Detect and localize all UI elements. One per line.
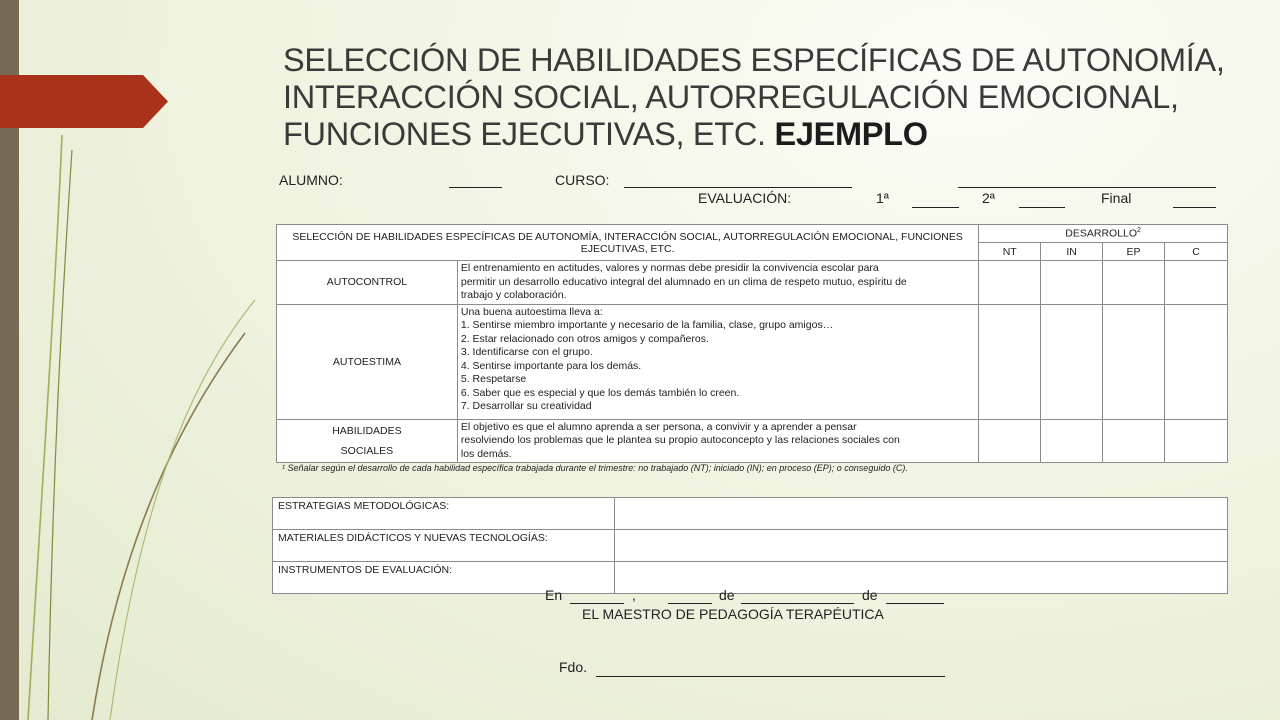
eval-1-label: 1ª bbox=[876, 190, 889, 206]
cell-ep[interactable] bbox=[1103, 304, 1165, 419]
cell-in[interactable] bbox=[1041, 261, 1103, 305]
skill-description: Una buena autoestima lleva a: 1. Sentirse miembro importante y necesario de la familia, clase, grupo amigos… 2. Estar relacionado con otros amigos y compañeros. 3. Identificarse con el grupo. 4. Sentirse importante para los demás. 5. Respetarse 6. Saber que es especial y que los demás también lo creen. 7. Desarrollar su creatividad bbox=[457, 304, 978, 419]
sig-day-line bbox=[668, 603, 712, 604]
eval-2-label: 2ª bbox=[982, 190, 995, 206]
skill-description: El objetivo es que el alumno aprenda a ser persona, a convivir y a aprender a pensar resolviendo los problemas que le plantea su propio autoconcepto y las relaciones sociales con los demás. bbox=[457, 419, 978, 463]
title-line-2: INTERACCIÓN SOCIAL, AUTORREGULACIÓN EMOCIONAL, bbox=[283, 79, 1179, 115]
sig-place-line bbox=[570, 603, 624, 604]
sig-year-line bbox=[886, 603, 944, 604]
table-row bbox=[273, 530, 1228, 562]
fdo-label: Fdo. bbox=[559, 659, 588, 675]
cell-in[interactable] bbox=[1041, 304, 1103, 419]
table-row bbox=[277, 419, 1228, 463]
col-nt: NT bbox=[979, 243, 1041, 261]
alumno-label: ALUMNO: bbox=[279, 172, 343, 188]
title-line-3: FUNCIONES EJECUTIVAS, ETC. EJEMPLO bbox=[283, 116, 928, 152]
skill-autoestima: AUTOESTIMA bbox=[277, 304, 458, 419]
materials-input[interactable] bbox=[614, 530, 1227, 562]
cell-nt[interactable] bbox=[979, 304, 1041, 419]
teacher-role: EL MAESTRO DE PEDAGOGÍA TERAPÉUTICA bbox=[582, 606, 884, 622]
final-line bbox=[1173, 207, 1216, 208]
cell-c[interactable] bbox=[1165, 261, 1228, 305]
sig-en: En bbox=[545, 587, 563, 603]
cell-ep[interactable] bbox=[1103, 419, 1165, 463]
sig-comma: , bbox=[632, 587, 636, 603]
cell-c[interactable] bbox=[1165, 419, 1228, 463]
cell-ep[interactable] bbox=[1103, 261, 1165, 305]
title-line-1: SELECCIÓN DE HABILIDADES ESPECÍFICAS DE AUTONOMÍA, bbox=[283, 42, 1225, 78]
table-row bbox=[277, 261, 1228, 305]
col-in: IN bbox=[1041, 243, 1103, 261]
table-row bbox=[277, 304, 1228, 419]
extra-line bbox=[958, 187, 1216, 188]
cell-nt[interactable] bbox=[979, 419, 1041, 463]
skill-description: El entrenamiento en actitudes, valores y normas debe presidir la convivencia escolar para permitir un desarrollo educativo integral del alumnado en un clima de respeto mutuo, espíritu de trabajo y colaboración. bbox=[457, 261, 978, 305]
materials-label: MATERIALES DIDÁCTICOS Y NUEVAS TECNOLOGÍAS: bbox=[273, 530, 615, 562]
sig-de-2: de bbox=[862, 587, 878, 603]
skills-table bbox=[276, 224, 1228, 463]
sig-de-1: de bbox=[719, 587, 735, 603]
strategy-label: ESTRATEGIAS METODOLÓGICAS: bbox=[273, 498, 615, 530]
table-heading: SELECCIÓN DE HABILIDADES ESPECÍFICAS DE AUTONOMÍA, INTERACCIÓN SOCIAL, AUTORREGULACIÓN EMOCIONAL, FUNCIONES EJECUTIVAS, ETC. bbox=[277, 225, 979, 261]
cell-in[interactable] bbox=[1041, 419, 1103, 463]
strategies-table bbox=[272, 497, 1228, 594]
cell-nt[interactable] bbox=[979, 261, 1041, 305]
eval-2-line bbox=[1019, 207, 1065, 208]
alumno-line bbox=[449, 187, 502, 188]
footnote: ¹ Señalar según el desarrollo de cada habilidad específica trabajada durante el trimestre: no trabajado (NT); iniciado (IN); en proceso (EP); o conseguido (C). bbox=[282, 463, 908, 473]
col-ep: EP bbox=[1103, 243, 1165, 261]
instruments-label: INSTRUMENTOS DE EVALUACIÓN: bbox=[273, 562, 615, 594]
skill-autocontrol: AUTOCONTROL bbox=[277, 261, 458, 305]
red-arrow-banner bbox=[0, 75, 168, 128]
instruments-input[interactable] bbox=[614, 562, 1227, 594]
signature-line bbox=[596, 676, 945, 677]
eval-1-line bbox=[912, 207, 959, 208]
table-row bbox=[273, 562, 1228, 594]
desarrollo-header: DESARROLLO$^2$ bbox=[979, 225, 1228, 243]
title-bold: EJEMPLO bbox=[774, 116, 928, 152]
col-c: C bbox=[1165, 243, 1228, 261]
cell-c[interactable] bbox=[1165, 304, 1228, 419]
curso-label: CURSO: bbox=[555, 172, 610, 188]
skill-habilidades-sociales: HABILIDADES SOCIALES bbox=[277, 419, 458, 463]
slide-title bbox=[283, 42, 1243, 153]
curso-line bbox=[624, 187, 852, 188]
final-label: Final bbox=[1101, 190, 1132, 206]
strategy-input[interactable] bbox=[614, 498, 1227, 530]
sig-month-line bbox=[741, 603, 854, 604]
evaluacion-label: EVALUACIÓN: bbox=[698, 190, 792, 206]
table-row bbox=[273, 498, 1228, 530]
